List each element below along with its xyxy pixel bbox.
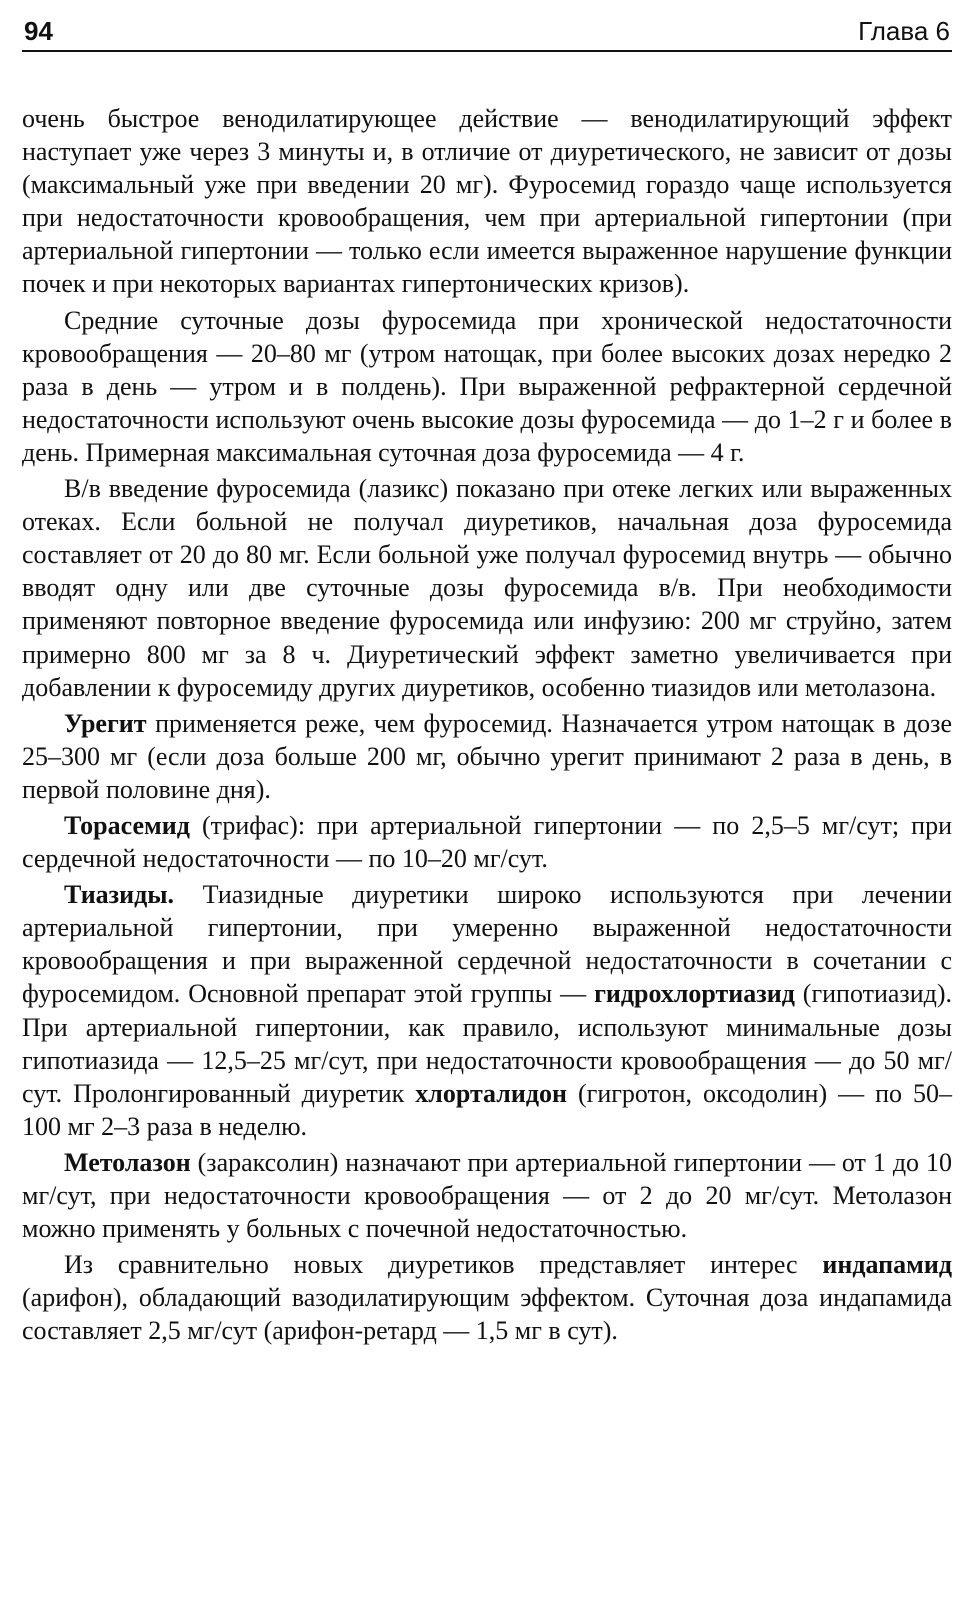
paragraph-text: (гигротон, оксодолин) — по 50–100 мг 2–3 раза в неделю. bbox=[22, 1078, 952, 1141]
paragraph-uregit bbox=[22, 707, 952, 806]
paragraph-torasemide bbox=[22, 809, 952, 875]
paragraph-text: очень быстрое венодилатирующее действие — венодилатирующий эффект наступает уже через 3 минуты и, в отличие от диуретического, не зависит от дозы (максимальный уже при введении 20 мг). Фуросемид гораздо чаще используется при недостаточности кровообращения, чем при артериальной гипертонии (при артериальной гипертонии — только если имеется выраженное нарушение функции почек и при некоторых вариантах гипертонических кризов). bbox=[22, 104, 952, 299]
drug-term: гидрохлортиазид bbox=[594, 979, 795, 1009]
drug-term: Урегит bbox=[64, 708, 147, 738]
paragraph-thiazides bbox=[22, 878, 952, 1143]
chapter-title: Глава 6 bbox=[858, 16, 950, 46]
paragraph-text: (гипотиазид). При артериальной гипертонии, как правило, используют минимальные дозы гипотиазида — 12,5–25 мг/сут, при недостаточности кровообращения — до 50 мг/сут. Пролонгированный диуретик bbox=[22, 979, 953, 1108]
paragraph-text: Из сравнительно новых диуретиков представляет интерес bbox=[64, 1250, 823, 1280]
drug-term: индапамид bbox=[822, 1250, 952, 1280]
paragraph-text: (зараксолин) назначают при артериальной гипертонии — от 1 до 10 мг/сут, при недостаточности кровообращения — от 2 до 20 мг/сут. Метолазон можно применять у больных с почечной недостаточностью. bbox=[22, 1147, 952, 1244]
paragraph-furosemide-effect bbox=[22, 102, 952, 301]
paragraph-furosemide-doses bbox=[22, 304, 952, 469]
paragraph-text: В/в введение фуросемида (лазикс) показано при отеке легких или выраженных отеках. Если больной не получал диуретиков, начальная доза фуросемида составляет от 20 до 80 мг. Если больной уже получал фуросемид внутрь — обычно вводят одну или две суточные дозы фуросемида в/в. При необходимости применяют повторное введение фуросемида или инфузию: 200 мг струйно, затем примерно 800 мг за 8 ч. Диуретический эффект заметно увеличивается при добавлении к фуросемиду других диуретиков, особенно тиазидов или метолазона. bbox=[22, 474, 952, 702]
paragraph-text: применяется реже, чем фуросемид. Назначается утром натощак в дозе 25–300 мг (если доза больше 200 мг, обычно урегит принимают 2 раза в день, в первой половине дня). bbox=[22, 708, 952, 804]
paragraph-iv-furosemide bbox=[22, 472, 952, 704]
paragraph-text: (трифас): при артериальной гипертонии — по 2,5–5 мг/сут; при сердечной недостаточности — по 10–20 мг/сут. bbox=[22, 810, 952, 874]
paragraph-metolazone bbox=[22, 1146, 952, 1245]
body-text bbox=[22, 102, 952, 1347]
running-header bbox=[22, 14, 952, 52]
drug-term: Торасемид bbox=[64, 810, 190, 840]
paragraph-text: Средние суточные дозы фуросемида при хронической недостаточности кровообращения — 20–80 мг (утром натощак, при более высоких дозах нередко 2 раза в день — утром и в полдень). При выраженной рефрактерной сердечной недостаточности используют очень высокие дозы фуросемида — до 1–2 г и более в день. Примерная максимальная суточная доза фуросемида — 4 г. bbox=[22, 305, 952, 467]
drug-term: Тиазиды. bbox=[64, 880, 175, 910]
drug-term: Метолазон bbox=[64, 1147, 191, 1177]
paragraph-text: Тиазидные диуретики широко используются при лечении артериальной гипертонии, при умеренно выраженной недостаточности кровообращения и при выраженной сердечной недостаточности в сочетании с фуросемидом. Основной препарат этой группы — bbox=[22, 880, 952, 1009]
page-number: 94 bbox=[24, 16, 53, 46]
book-page bbox=[22, 14, 952, 1347]
drug-term: хлорталидон bbox=[415, 1078, 567, 1108]
paragraph-text: (арифон), обладающий вазодилатирующим эффектом. Суточная доза индапамида составляет 2,5 мг/сут (арифон-ретард — 1,5 мг в сут). bbox=[22, 1283, 952, 1346]
paragraph-indapamide bbox=[22, 1248, 952, 1347]
